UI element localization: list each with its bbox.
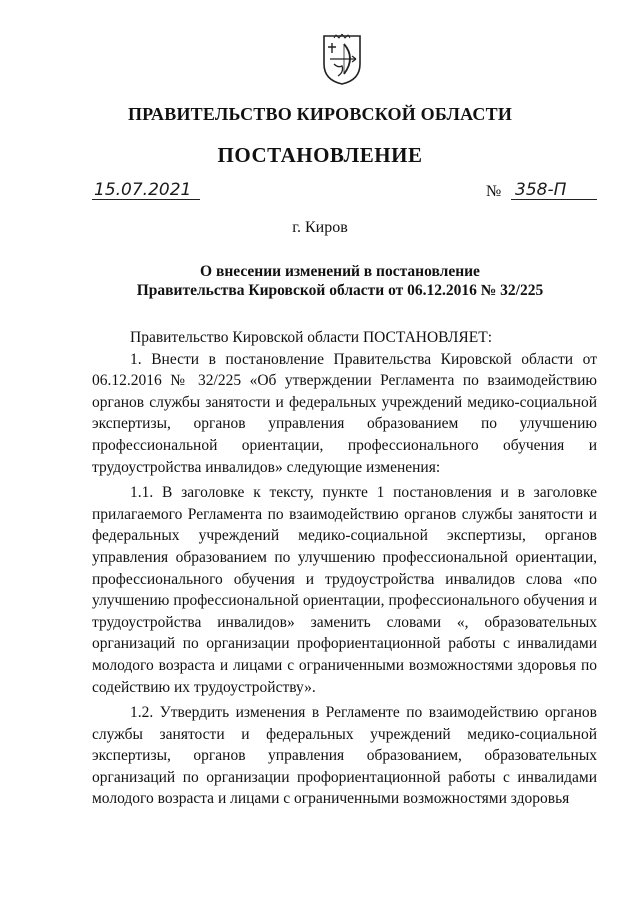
paragraph-1-2: 1.2. Утвердить изменения в Регламенте по взаимодействию органов службы занятости и федеральных учреждений медико-социальной экспертизы, органов управления образованием, образовательных организаций по организации профориентационной работы с инвалидами молодого возраста и лицами с ограниченными возможностями здоровья [92,704,597,808]
document-number: 358-П [511,181,597,200]
subject-line-1: О внесении изменений в постановление [200,263,480,280]
document-subject [110,262,570,300]
paragraph-1: 1. Внести в постановление Правительства Кировской области от 06.12.2016 № 32/225 «Об утверждении Регламента по взаимодействию органов службы занятости и федеральных учреждений медико-социальной экспертизы, органов управления образованием по улучшению профессиональной ориентации, профессионального обучения и трудоустройства инвалидов» следующие изменения: [92,350,597,476]
document-date: 15.07.2021 [92,181,200,200]
document-type: ПОСТАНОВЛЕНИЕ [217,143,423,167]
body-intro: Правительство Кировской области ПОСТАНОВЛЯЕТ: [130,329,493,346]
document-body [92,327,597,810]
organization-title: ПРАВИТЕЛЬСТВО КИРОВСКОЙ ОБЛАСТИ [127,104,513,124]
kirov-region-coat-of-arms-icon [322,34,362,86]
subject-line-2: Правительства Кировской области от 06.12.2016 № 32/225 [136,282,544,299]
city: г. Киров [292,219,348,236]
number-sign: № [486,183,502,200]
paragraph-1-1: 1.1. В заголовке к тексту, пункте 1 постановления и в заголовке прилагаемого Регламента по взаимодействию органов службы занятости и федеральных учреждений медико-социальной экспертизы, органов управления образованием по улучшению профессиональной ориентации, профессионального обучения и трудоустройства инвалидов слова «по улучшению профессиональной ориентации, профессионального обучения и трудоустройства инвалидов» заменить словами «, образовательных организаций по организации профориентационной работы с инвалидами молодого возраста и лицами с ограниченными возможностями здоровья по содействию их трудоустройству». [92,484,597,696]
